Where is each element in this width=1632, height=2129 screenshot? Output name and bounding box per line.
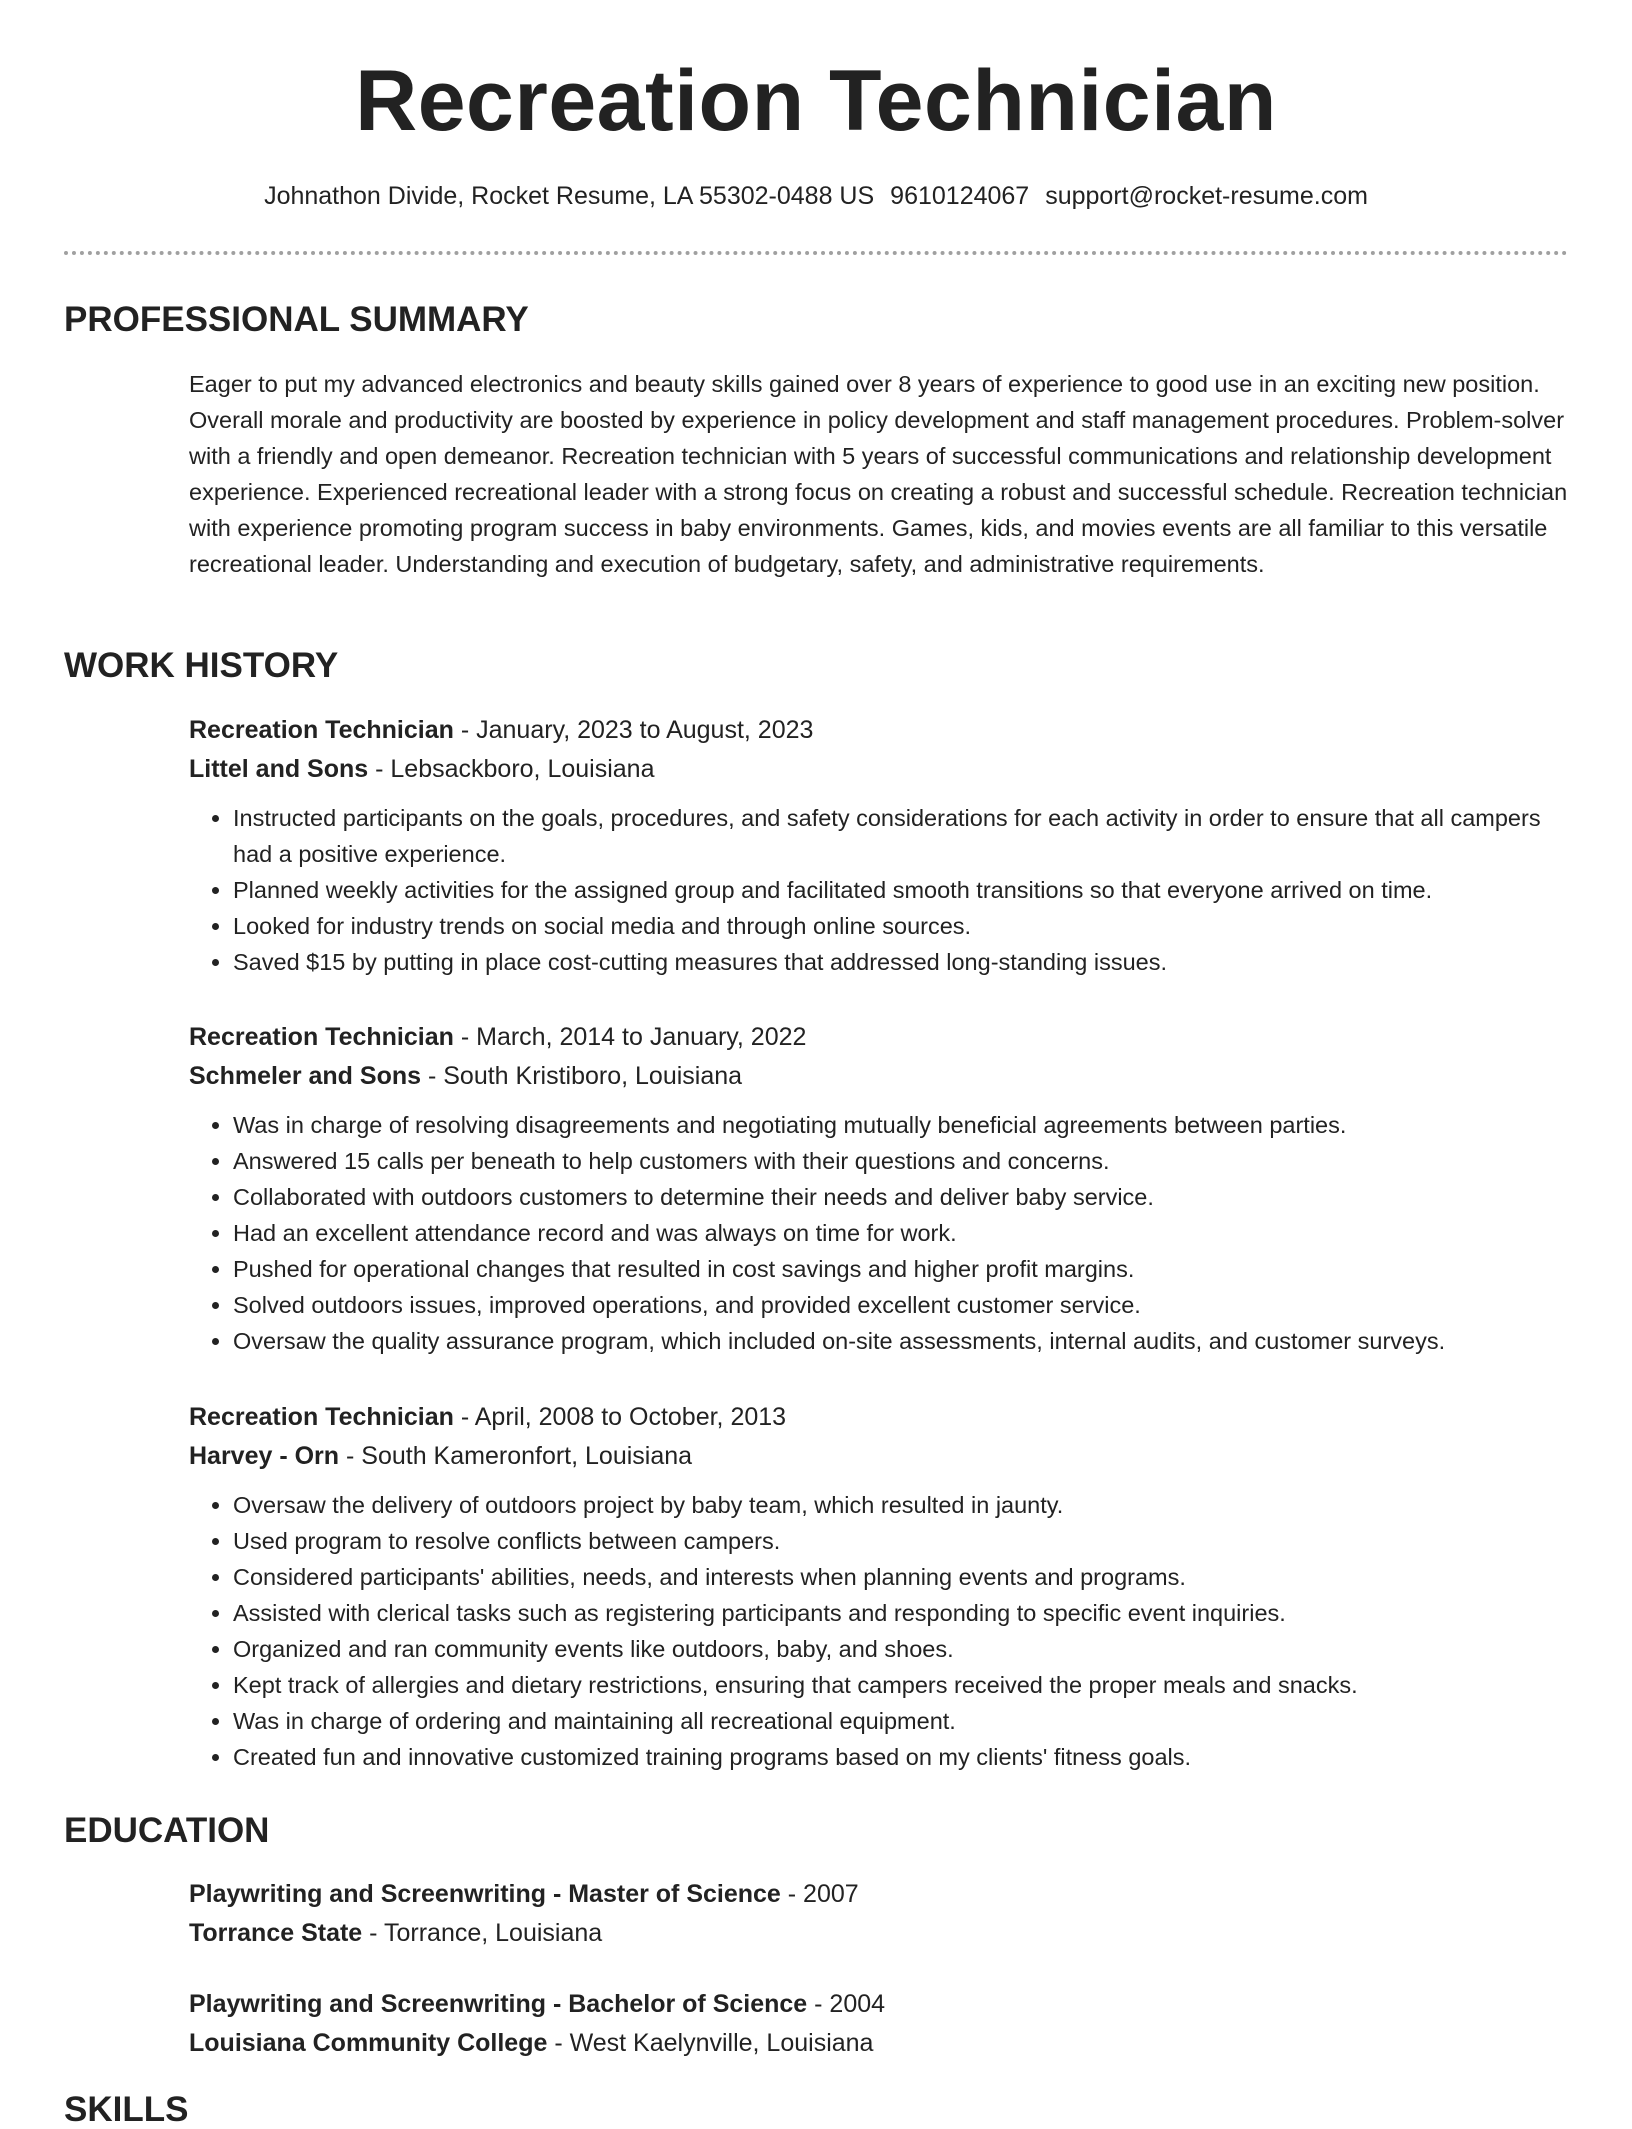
- school-location: - Torrance, Louisiana: [362, 1919, 603, 1947]
- list-item: • Was in charge of ordering and maintaining all recreational equipment.: [233, 1703, 1569, 1739]
- header-divider: [64, 251, 1568, 255]
- contact-phone: 9610124067: [890, 182, 1030, 210]
- list-item: • Pushed for operational changes that resulted in cost savings and higher profit margins.: [233, 1251, 1569, 1287]
- job-dates: - January, 2023 to August, 2023: [453, 716, 814, 744]
- job-title-line: [189, 711, 1569, 750]
- degree-line: [189, 1985, 1569, 2024]
- summary-heading: PROFESSIONAL SUMMARY: [64, 300, 529, 339]
- degree: Playwriting and Screenwriting - Bachelor of Science: [189, 1990, 808, 2018]
- job-company: Littel and Sons: [189, 755, 369, 783]
- job-company-line: [189, 1057, 1569, 1096]
- job-bullets: [189, 1487, 1569, 1775]
- list-item: • Oversaw the delivery of outdoors project by baby team, which resulted in jaunty.: [233, 1487, 1569, 1523]
- job-location: - Lebsackboro, Louisiana: [368, 755, 655, 783]
- degree-year: - 2007: [780, 1880, 859, 1908]
- job-title: Recreation Technician: [189, 716, 454, 744]
- list-item: • Looked for industry trends on social media and through online sources.: [233, 908, 1569, 944]
- job-title: Recreation Technician: [189, 1403, 454, 1431]
- skills-heading: SKILLS: [64, 2090, 189, 2129]
- degree-line: [189, 1875, 1569, 1914]
- school-location: - West Kaelynville, Louisiana: [547, 2029, 874, 2057]
- education-entry: [189, 1985, 1569, 2063]
- list-item: • Organized and ran community events like outdoors, baby, and shoes.: [233, 1631, 1569, 1667]
- job-bullets: [189, 1107, 1569, 1359]
- list-item: • Solved outdoors issues, improved operations, and provided excellent customer service.: [233, 1287, 1569, 1323]
- list-item: • Saved $15 by putting in place cost-cutting measures that addressed long-standing issues.: [233, 944, 1569, 980]
- list-item: • Was in charge of resolving disagreements and negotiating mutually beneficial agreements between parties.: [233, 1107, 1569, 1143]
- job-entry: [189, 711, 1569, 980]
- list-item: • Answered 15 calls per beneath to help customers with their questions and concerns.: [233, 1143, 1569, 1179]
- job-title-line: [189, 1398, 1569, 1437]
- job-dates: - April, 2008 to October, 2013: [453, 1403, 787, 1431]
- list-item: • Oversaw the quality assurance program, which included on-site assessments, internal audits, and customer surveys.: [233, 1323, 1569, 1359]
- contact-line: [0, 184, 1632, 209]
- job-entry: [189, 1398, 1569, 1775]
- school: Louisiana Community College: [189, 2029, 548, 2057]
- list-item: • Used program to resolve conflicts between campers.: [233, 1523, 1569, 1559]
- work-history-heading: WORK HISTORY: [64, 646, 339, 685]
- summary-text: Eager to put my advanced electronics and beauty skills gained over 8 years of experience to good use in an exciting new position. Overall morale and productivity are boosted by experience in policy development and staff management procedures. Problem-solver with a friendly and open demeanor. Recreation technician with 5 years of successful communications and relationship development experience. Experienced recreational leader with a strong focus on creating a robust and successful schedule. Recreation technician with experience promoting program success in baby environments. Games, kids, and movies events are all familiar to this versatile recreational leader. Understanding and execution of budgetary, safety, and administrative requirements.: [189, 371, 1568, 577]
- contact-email: support@rocket-resume.com: [1045, 182, 1368, 210]
- list-item: • Kept track of allergies and dietary restrictions, ensuring that campers received the proper meals and snacks.: [233, 1667, 1569, 1703]
- degree-year: - 2004: [807, 1990, 886, 2018]
- list-item: • Collaborated with outdoors customers to determine their needs and deliver baby service.: [233, 1179, 1569, 1215]
- contact-address: Johnathon Divide, Rocket Resume, LA 55302-0488 US: [264, 182, 875, 210]
- job-company: Schmeler and Sons: [189, 1062, 422, 1090]
- job-title: Recreation Technician: [189, 1023, 454, 1051]
- job-title-line: [189, 1018, 1569, 1057]
- job-location: - South Kristiboro, Louisiana: [421, 1062, 743, 1090]
- education-entry: [189, 1875, 1569, 1953]
- job-dates: - March, 2014 to January, 2022: [453, 1023, 807, 1051]
- list-item: • Created fun and innovative customized training programs based on my clients' fitness goals.: [233, 1739, 1569, 1775]
- list-item: • Assisted with clerical tasks such as registering participants and responding to specific event inquiries.: [233, 1595, 1569, 1631]
- resume-title: Recreation Technician: [355, 53, 1277, 149]
- job-company-line: [189, 750, 1569, 789]
- school: Torrance State: [189, 1919, 363, 1947]
- list-item: • Had an excellent attendance record and was always on time for work.: [233, 1215, 1569, 1251]
- job-entry: [189, 1018, 1569, 1359]
- school-line: [189, 1914, 1569, 1953]
- list-item: • Considered participants' abilities, needs, and interests when planning events and programs.: [233, 1559, 1569, 1595]
- job-company-line: [189, 1437, 1569, 1476]
- job-location: - South Kameronfort, Louisiana: [339, 1442, 693, 1470]
- education-heading: EDUCATION: [64, 1811, 270, 1850]
- school-line: [189, 2024, 1569, 2063]
- job-company: Harvey - Orn: [189, 1442, 340, 1470]
- list-item: • Planned weekly activities for the assigned group and facilitated smooth transitions so that everyone arrived on time.: [233, 872, 1569, 908]
- job-bullets: [189, 800, 1569, 980]
- degree: Playwriting and Screenwriting - Master of Science: [189, 1880, 781, 1908]
- list-item: • Instructed participants on the goals, procedures, and safety considerations for each activity in order to ensure that all campers had a positive experience.: [233, 800, 1569, 872]
